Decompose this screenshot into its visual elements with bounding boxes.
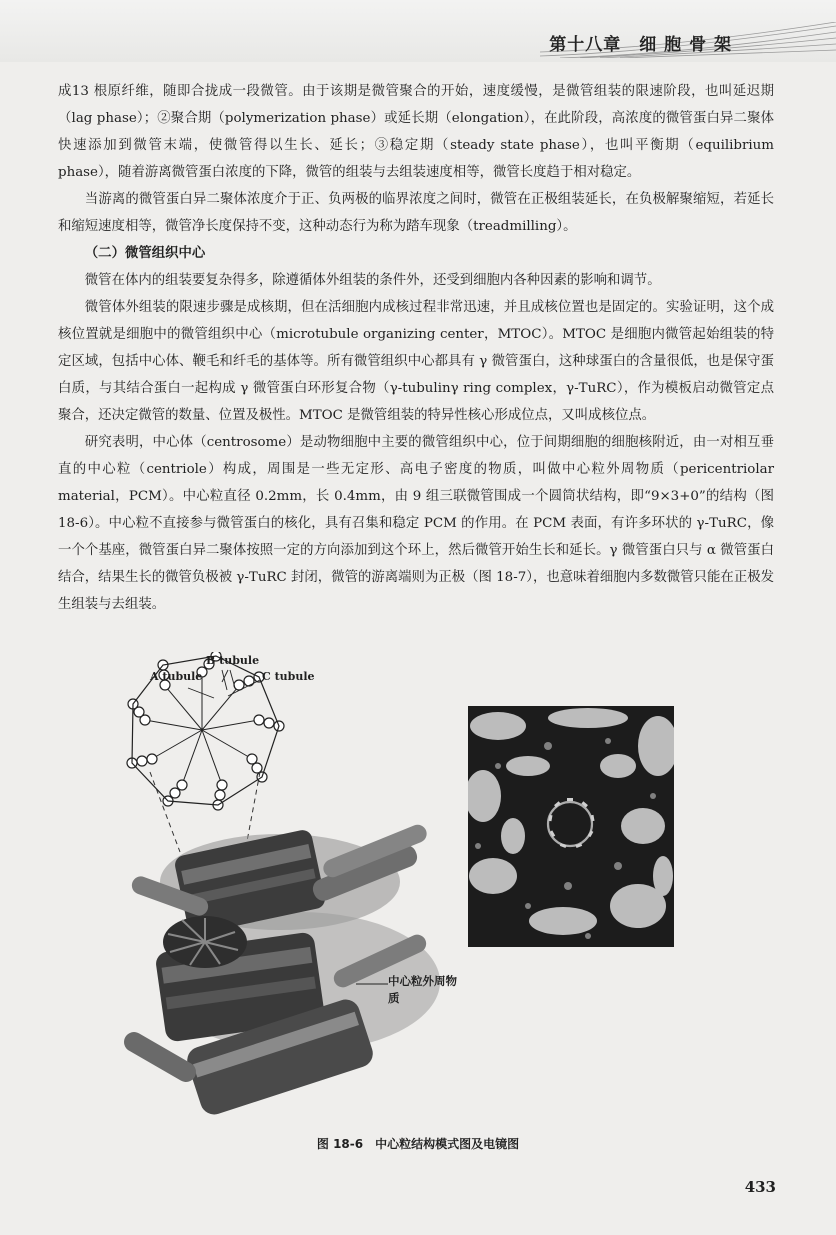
page-number: 433: [744, 1178, 776, 1196]
paragraph: 成13 根原纤维，随即合拢成一段微管。由于该期是微管聚合的开始，速度缓慢，是微管组装的限速阶段，也叫延迟期（lag phase）；②聚合期（polymerization phase）或延长期（elongation），在此阶段，高浓度的微管蛋白异二聚体快速添加到微管末端，使微管得以生长、延长；③稳定期（steady state phase），也叫平衡期（equilibrium phase），随着游离微管蛋白浓度的下降，微管的组装与去组装速度相等，微管长度趋于相对稳定。: [58, 84, 774, 180]
paragraph: 当游离的微管蛋白异二聚体浓度介于正、负两极的临界浓度之间时，微管在正极组装延长，在负极解聚缩短，若延长和缩短速度相等，微管净长度保持不变，这种动态行为称为踏车现象（treadmilling）。: [58, 192, 774, 234]
figure-caption: 图 18-6 中心粒结构模式图及电镜图: [316, 1137, 520, 1151]
b-tubule-label: B tubule: [206, 654, 260, 667]
body-text: [58, 78, 774, 618]
electron-micrograph: [468, 706, 674, 947]
micrograph-texture: [468, 706, 674, 947]
page-header: [0, 0, 836, 62]
centriole-diagram: [110, 652, 450, 1132]
a-tubule-label: A tubule: [150, 670, 203, 683]
centriole-illustration: [110, 652, 450, 1132]
paragraph: 微管体外组装的限速步骤是成核期，但在活细胞内成核过程非常迅速，并且成核位置也是固定的。实验证明，这个成核位置就是细胞中的微管组织中心（microtubule organizing center，MTOC）。MTOC 是细胞内微管起始组装的特定区域，包括中心体、鞭毛和纤毛的基体等。所有微管组织中心都具有 γ 微管蛋白，这种球蛋白的含量很低，也是保守蛋白质，与其结合蛋白一起构成 γ 微管蛋白环形复合物（γ-tubulinγ ring complex，γ-TuRC），作为模板启动微管定点聚合，还决定微管的数量、位置及极性。MTOC 是微管组装的特异性核心形成位点，又叫成核位点。: [58, 300, 774, 423]
pcm-label: 中心粒外周物质: [388, 974, 457, 1005]
paragraph: 微管在体内的组装要复杂得多，除遵循体外组装的条件外，还受到细胞内各种因素的影响和调节。: [84, 273, 661, 288]
chapter-title: 第十八章 细 胞 骨 架: [549, 35, 732, 55]
c-tubule-label: C tubule: [262, 670, 315, 683]
paragraph: 研究表明，中心体（centrosome）是动物细胞中主要的微管组织中心，位于间期细胞的细胞核附近，由一对相互垂直的中心粒（centriole）构成，周围是一些无定形、高电子密度的物质，叫做中心粒外周物质（pericentriolar material，PCM）。中心粒直径 0.2mm，长 0.4mm，由 9 组三联微管围成一个圆筒状结构，即“9×3+0”的结构（图 18-6）。中心粒不直接参与微管蛋白的核化，具有召集和稳定 PCM 的作用。在 PCM 表面，有许多环状的 γ-TuRC，像一个个基座，微管蛋白异二聚体按照一定的方向添加到这个环上，然后微管开始生长和延长。γ 微管蛋白只与 α 微管蛋白结合，结果生长的微管负极被 γ-TuRC 封闭，微管的游离端则为正极（图 18-7），也意味着细胞内多数微管只能在正极发生组装与去组装。: [58, 435, 774, 612]
section-heading: （二）微管组织中心: [84, 246, 206, 261]
